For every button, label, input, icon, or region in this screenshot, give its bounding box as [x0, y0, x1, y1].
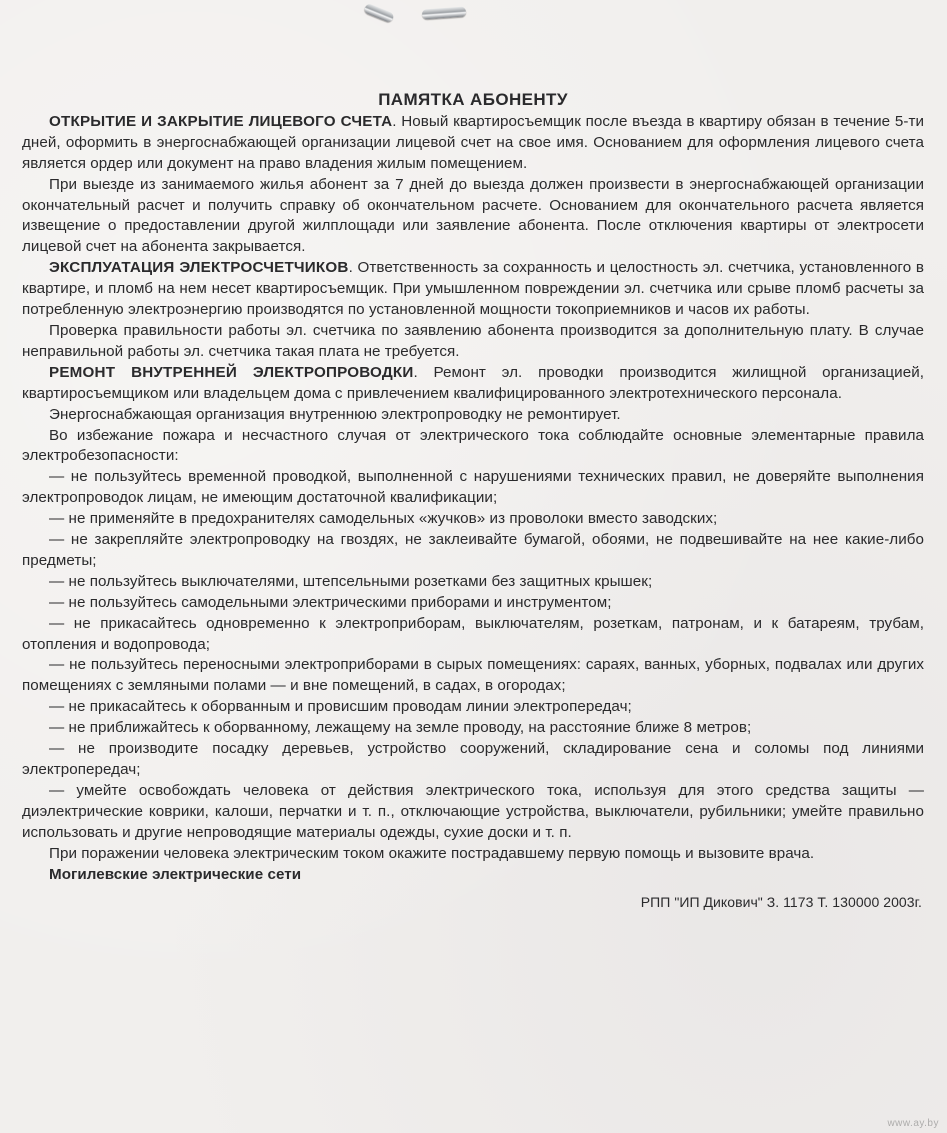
document-title: ПАМЯТКА АБОНЕНТУ: [378, 90, 568, 109]
list-item: — не приближайтесь к оборванному, лежащему на земле проводу, на расстояние ближе 8 метров;: [49, 719, 752, 737]
list-item: — не пользуйтесь переносными электроприборами в сырых помещениях: сараях, ванных, уборных, подвалах или других помещениях с земляными полами — и вне помещений, в садах, в огородах;: [22, 656, 924, 695]
list-item: — не пользуйтесь временной проводкой, выполненной с нарушениями технических правил, не доверяйте выполнения электропроводок лицам, не имеющим достаточной квалификации;: [22, 468, 924, 507]
section-wiring-repair: [22, 363, 924, 405]
paragraph-safety-intro: Во избежание пожара и несчастного случая от электрического тока соблюдайте основные элементарные правила электробезопасности:: [22, 426, 924, 465]
section-text: . Ремонт эл. проводки производится жилищной организацией, квартиросъемщиком или владельцем дома с привлечением квалифицированного электротехнического персонала.: [22, 363, 924, 402]
staple-icon: [363, 3, 395, 24]
list-item: — не пользуйтесь выключателями, штепсельными розетками без защитных крышек;: [49, 572, 653, 590]
section-heading: РЕМОНТ ВНУТРЕННЕЙ ЭЛЕКТРОПРОВОДКИ: [49, 363, 414, 381]
staple-icon: [422, 6, 467, 19]
section-text: . Новый квартиросъемщик после въезда в квартиру обязан в течение 5-ти дней, оформить в энергоснабжающей организации лицевой счет на свое имя. Основанием для оформления лицевого счета является ордер или документ на право владения жилым помещением.: [22, 112, 925, 172]
section-heading: ЭКСПЛУАТАЦИЯ ЭЛЕКТРОСЧЕТЧИКОВ: [49, 259, 349, 277]
watermark: www.ay.by: [887, 1118, 939, 1129]
section-heading: ОТКРЫТИЕ И ЗАКРЫТИЕ ЛИЦЕВОГО СЧЕТА: [49, 112, 393, 130]
safety-rules-list: [22, 467, 924, 843]
document-body: [22, 90, 924, 913]
issuer-signature: Могилевские электрические сети: [49, 865, 302, 883]
section-text: . Ответственность за сохранность и целостность эл. счетчика, установленного в квартире, и пломб на нем несет квартиросъемщик. При умышленном повреждении эл. счетчика или срыве пломб расчеты за потребленную электроэнергию производятся по установленной мощности токоприемников и часов их работы.: [22, 259, 924, 319]
paragraph-no-repair: Энергоснабжающая организация внутреннюю электропроводку не ремонтирует.: [49, 405, 621, 423]
list-item: — не прикасайтесь к оборванным и провисшим проводам линии электропередач;: [49, 698, 632, 716]
list-item: — не прикасайтесь одновременно к электроприборам, выключателям, розеткам, патронам, и к батареям, трубам, отопления и водопровода;: [22, 614, 924, 653]
list-item: — умейте освобождать человека от действия электрического тока, используя для этого средства защиты — диэлектрические коврики, калоши, перчатки и т. п., отключающие устройства, выключатели, рубильники; умейте правильно использовать и другие непроводящие материалы одежды, сухие доски и т. п.: [22, 781, 924, 841]
paragraph-moving-out: При выезде из занимаемого жилья абонент за 7 дней до выезда должен произвести в энергоснабжающей организации окончательный расчет и получить справку об окончательном расчете. Основанием для окончательного расчета является извещение о предоставлении другой жилплощади или заявление абонента. После отключения квартиры от электросети лицевой счет на абонента закрывается.: [22, 175, 924, 256]
list-item: — не применяйте в предохранителях самодельных «жучков» из проволоки вместо заводских;: [49, 510, 718, 528]
list-item: — не закрепляйте электропроводку на гвоздях, не заклеивайте бумагой, обоями, не подвешивайте на нее какие-либо предметы;: [22, 531, 924, 569]
paragraph-meter-check: Проверка правильности работы эл. счетчика по заявлению абонента производится за дополнительную плату. В случае неправильной работы эл. счетчика такая плата не требуется.: [22, 321, 924, 360]
list-item: — не пользуйтесь самодельными электрическими приборами и инструментом;: [49, 593, 612, 611]
print-imprint: РПП "ИП Дикович" З. 1173 Т. 130000 2003г.: [640, 894, 922, 911]
section-opening-closing-account: [22, 112, 924, 175]
list-item: — не производите посадку деревьев, устройство сооружений, складирование сена и соломы под линиями электропередач;: [22, 740, 924, 778]
paragraph-first-aid: При поражении человека электрическим током окажите пострадавшему первую помощь и вызовите врача.: [49, 844, 815, 862]
section-meter-operation: [22, 258, 924, 321]
